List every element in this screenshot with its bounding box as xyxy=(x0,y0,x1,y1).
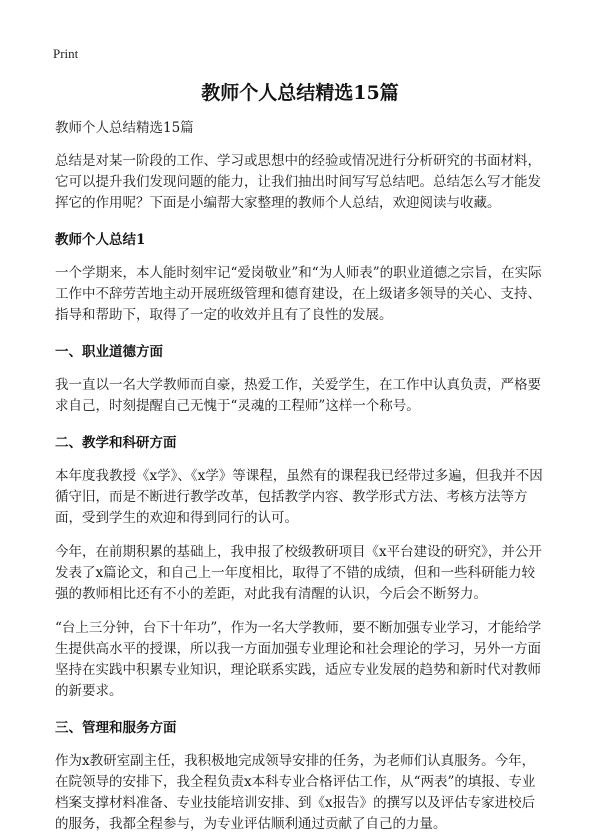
document-body xyxy=(55,118,547,835)
summary-intro-paragraph: 一个学期来，本人能时刻牢记“爱岗敬业”和“为人师表”的职业道德之宗旨，在实际工作中不辞劳苦地主动开展班级管理和德育建设，在上级诸多领导的关心、支持、指导和帮助下，取得了一定的收效并且有了良性的发展。 xyxy=(55,265,542,323)
print-link[interactable]: Print xyxy=(53,46,79,61)
section-paragraph: “台上三分钟，台下十年功”，作为一名大学教师，要不断加强专业学习，才能给学生提供高水平的授课，所以我一方面加强专业理论和社会理论的学习，另外一方面坚持在实践中积累专业知识，理论联系实践，适应专业发展的趋势和新时代对教师的新要求。 xyxy=(55,620,542,699)
section-paragraph: 本年度我教授《x学》、《x学》等课程，虽然有的课程我已经带过多遍，但我并不因循守旧，而是不断进行教学改革，包括教学内容、教学形式方法、考核方法等方面，受到学生的欢迎和得到同行的认可。 xyxy=(55,468,543,526)
section-heading-management: 三、管理和服务方面 xyxy=(55,720,177,736)
document-subtitle: 教师个人总结精选15篇 xyxy=(55,120,194,136)
section-heading-teaching: 二、教学和科研方面 xyxy=(55,435,177,451)
intro-paragraph: 总结是对某一阶段的工作、学习或思想中的经验或情况进行分析研究的书面材料，它可以提升我们发现问题的能力，让我们抽出时间写写总结吧。总结怎么写才能发挥它的作用呢？下面是小编帮大家整理的教师个人总结，欢迎阅读与收藏。 xyxy=(55,153,541,211)
section-paragraph: 今年，在前期积累的基础上，我申报了校级教研项目《x平台建设的研究》，并公开发表了x篇论文，和自己上一年度相比，取得了不错的成绩，但和一些科研能力较强的教师相比还有不小的差距，对此我有清醒的认识，今后会不断努力。 xyxy=(55,544,542,602)
section-heading-ethics: 一、职业道德方面 xyxy=(55,344,163,360)
summary-heading: 教师个人总结1 xyxy=(55,232,146,248)
section-paragraph: 作为x教研室副主任，我积极地完成领导安排的任务，为老师们认真服务。今年，在院领导的安排下，我全程负责x本科专业合格评估工作，从“两表”的填报、专业档案支撑材料准备、专业技能培训安排、到《x报告》的撰写以及评估专家进校后的服务，我都全程参与，为专业评估顺利通过贡献了自己的力量。 xyxy=(55,753,536,832)
section-paragraph: 我一直以一名大学教师而自豪，热爱工作，关爱学生，在工作中认真负责，严格要求自己，时刻提醒自己无愧于“灵魂的工程师”这样一个称号。 xyxy=(55,377,541,414)
document-title: 教师个人总结精选15篇 xyxy=(201,82,399,104)
